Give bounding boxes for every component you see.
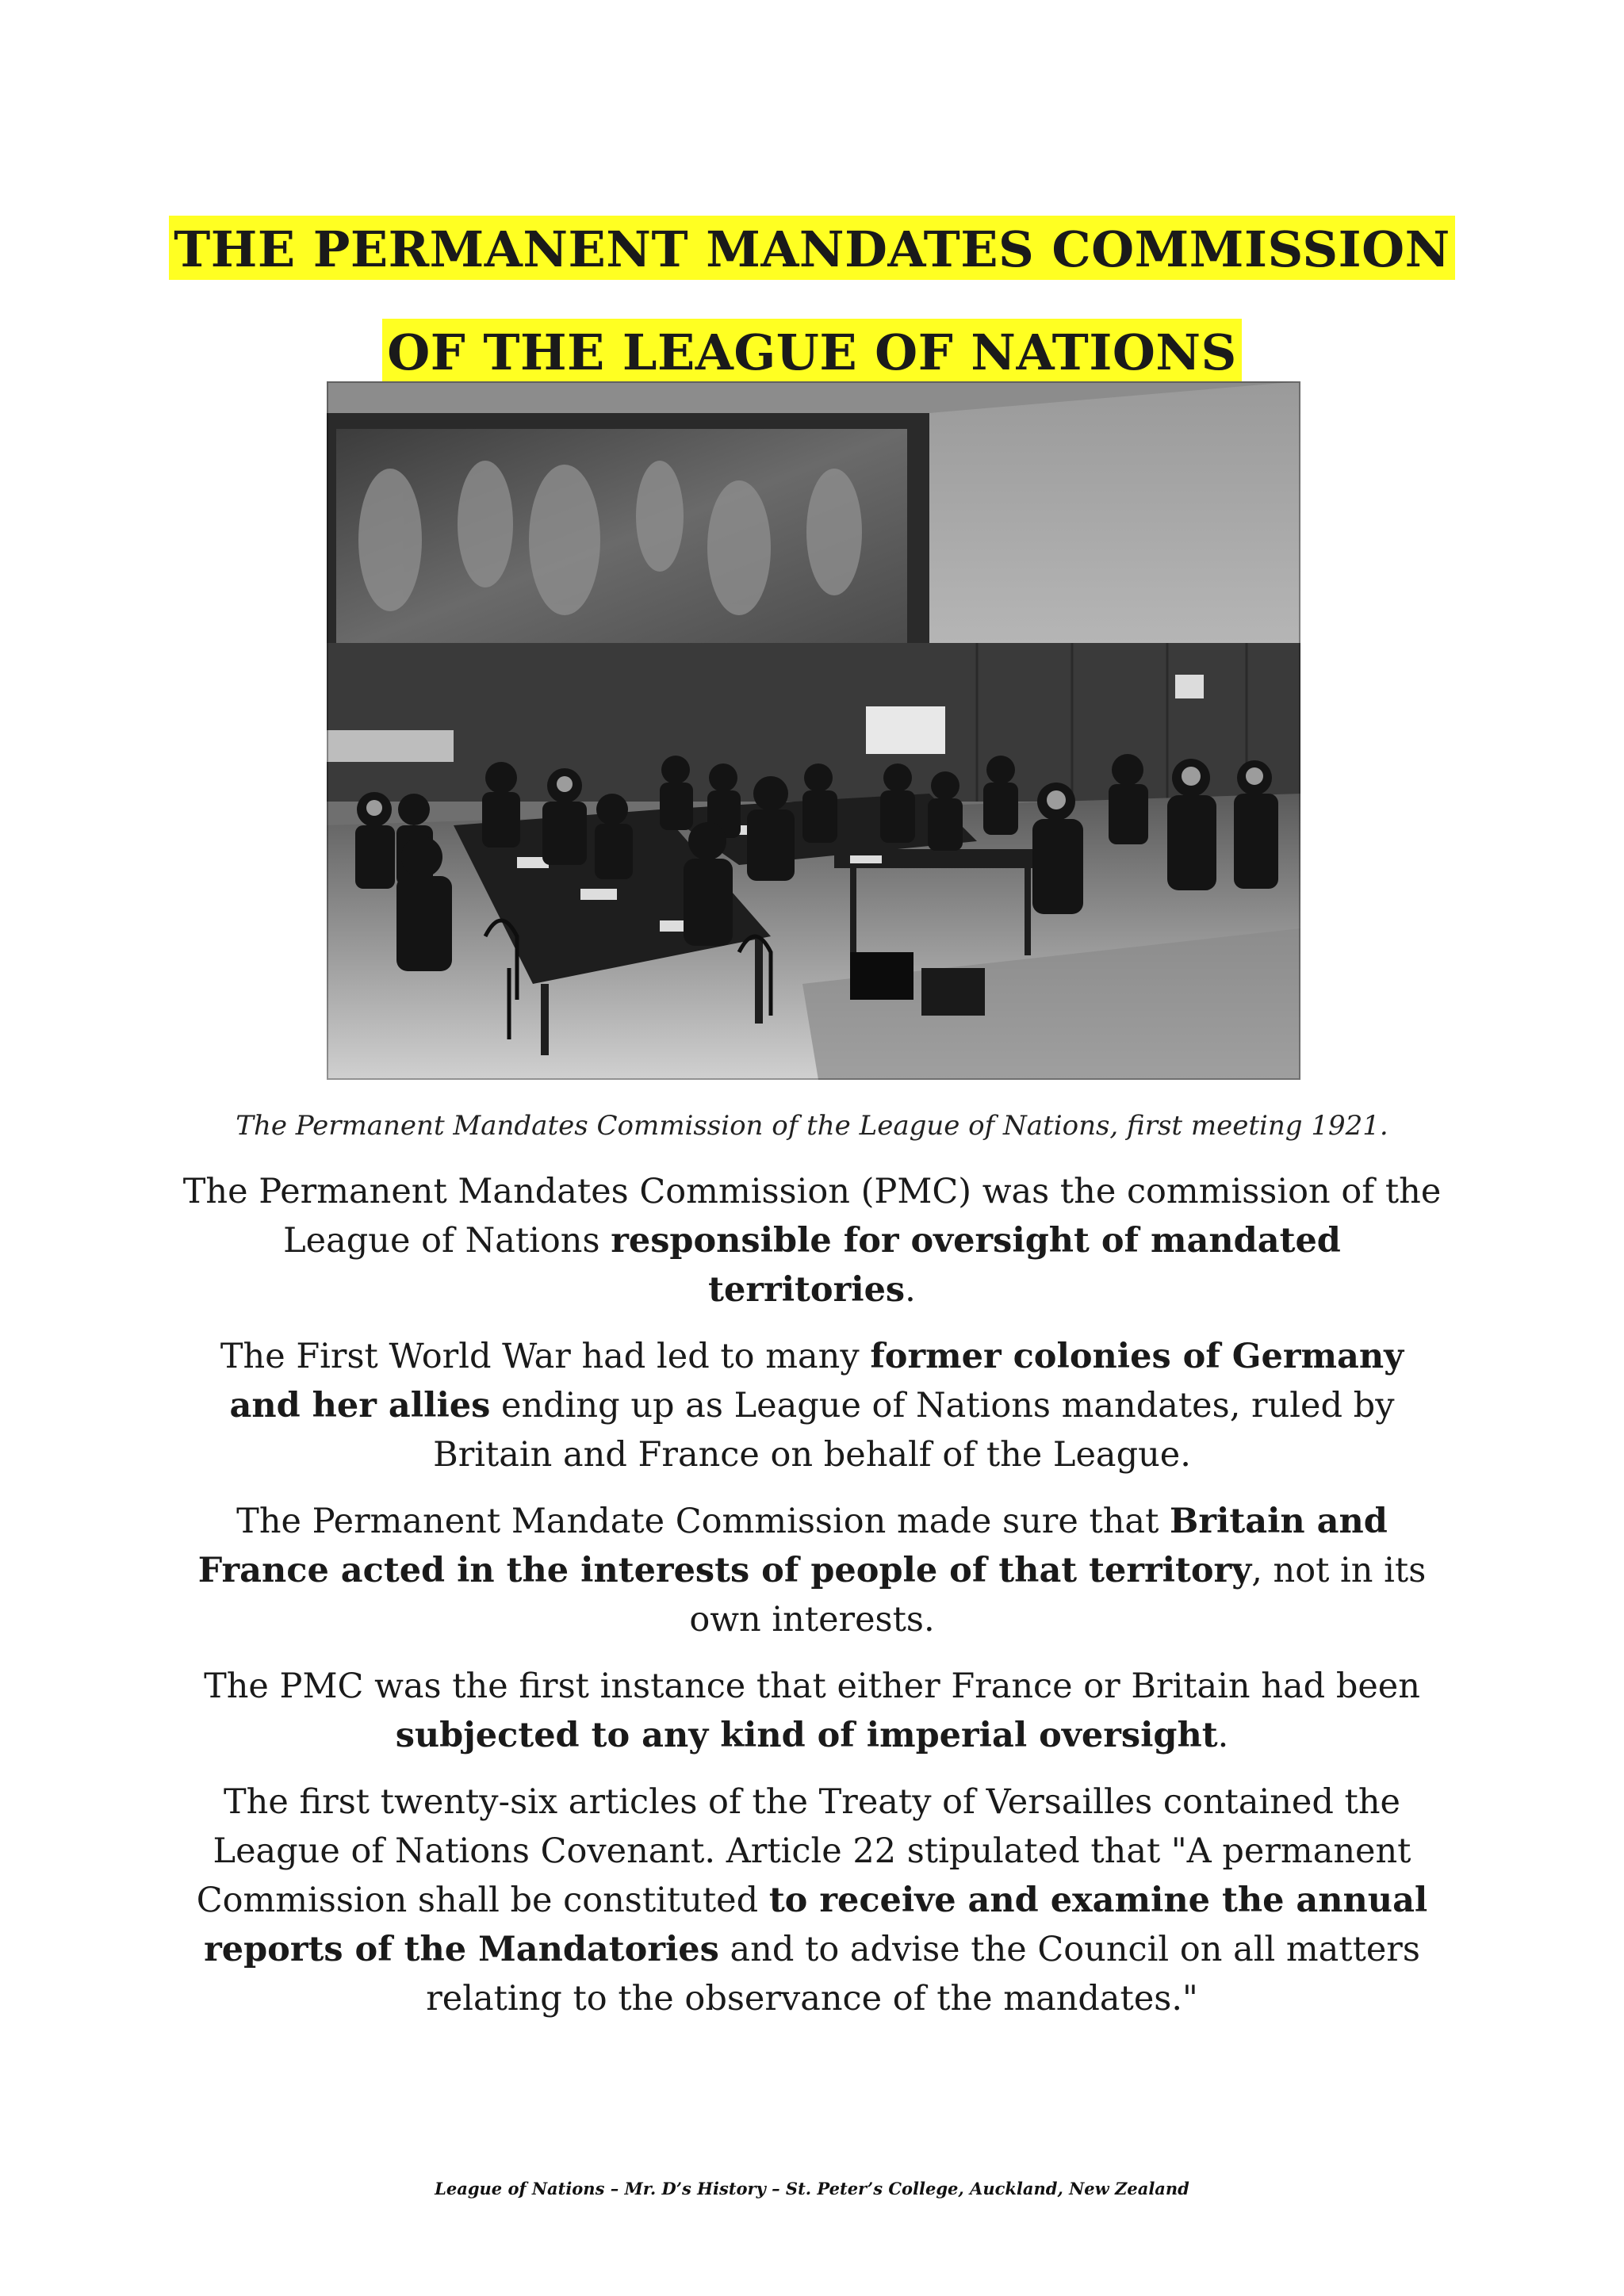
meeting-photo-illustration	[327, 381, 1300, 1080]
paragraph-2-emphasis: former colonies of Germany and her allies	[229, 1337, 1404, 1425]
paragraph-1	[182, 1167, 1442, 1314]
paragraph-2-text: The First World War had led to many	[220, 1337, 871, 1376]
paragraph-3-emphasis: Britain and France acted in the interests of people of that territory	[197, 1502, 1388, 1590]
paragraph-5	[182, 1777, 1442, 2023]
document-body	[182, 1167, 1442, 2041]
paragraph-4-end: .	[1217, 1716, 1229, 1755]
title-line-2: OF THE LEAGUE OF NATIONS	[382, 319, 1242, 383]
paragraph-3-end: , not in its own interests.	[689, 1551, 1427, 1640]
paragraph-1-emphasis: responsible for oversight of mandated territories	[611, 1221, 1341, 1310]
paragraph-2-end: ending up as League of Nations mandates, ruled by Britain and France on behalf of the League.	[433, 1386, 1395, 1475]
paragraph-1-text: The Permanent Mandates Commission (PMC) was the commission of the League of Nations	[182, 1172, 1442, 1261]
paragraph-2	[182, 1332, 1442, 1479]
paragraph-4-emphasis: subjected to any kind of imperial oversight	[395, 1716, 1218, 1755]
meeting-photo	[327, 381, 1300, 1080]
paragraph-5-emphasis: to receive and examine the annual reports of the Mandatories	[204, 1881, 1428, 1969]
paragraph-3-text: The Permanent Mandate Commission made sure that	[236, 1502, 1170, 1541]
paragraph-4	[182, 1662, 1442, 1760]
paragraph-5-text: The first twenty-six articles of the Treaty of Versailles contained the League of Nations Covenant. Article 22 stipulated that "A permanent Commission shall be constituted	[196, 1782, 1411, 1920]
page-footer: League of Nations – Mr. D’s History – St. Peter’s College, Auckland, New Zealand	[435, 2179, 1189, 2198]
photo-caption: The Permanent Mandates Commission of the League of Nations, first meeting 1921.	[236, 1110, 1388, 1142]
paragraph-3	[182, 1497, 1442, 1644]
paragraph-5-end: and to advise the Council on all matters relating to the observance of the mandates."	[426, 1930, 1420, 2019]
paragraph-1-end: .	[905, 1270, 916, 1310]
title-line-1: THE PERMANENT MANDATES COMMISSION	[169, 216, 1455, 280]
paragraph-4-text: The PMC was the first instance that either France or Britain had been	[204, 1667, 1420, 1706]
document-title	[0, 198, 1624, 404]
